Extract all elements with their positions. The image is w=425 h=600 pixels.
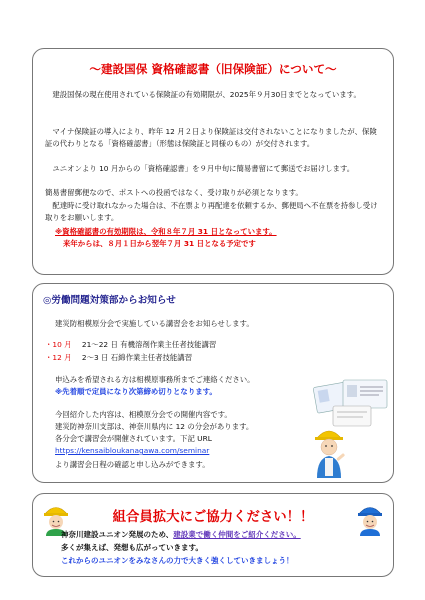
- membership-line-1a: 神奈川建設ユニオン発展のため、: [61, 530, 174, 539]
- health-insurance-notice: [32, 48, 394, 275]
- certificate-document-icon: [313, 380, 387, 426]
- membership-line-3-text: これからのユニオンをみなさんの力で大きく強くしていきましょう！: [61, 556, 294, 565]
- course-item-october: [45, 339, 216, 350]
- labor-dept-notice: [32, 283, 394, 483]
- paragraph-my-number: マイナ保険証の導入により、昨年 12 月２日より保険証は交付されないことになりましたが、保険証の代わりとなる「資格確認書」（形態は保険証と同様のもの）が交付されます。: [45, 127, 377, 149]
- info-line-1: 今回紹介した内容は、相模原分会での開催内容です。: [55, 410, 232, 419]
- seminar-intro: 建災防相模原分会で実施している講習会をお知らせします。: [55, 319, 254, 328]
- membership-line-1: [61, 529, 301, 540]
- course-october-detail: 21～22 日 有機溶剤作業主任者技能講習: [81, 340, 217, 349]
- info-line-2: 建災防神奈川支部は、神奈川県内に 12 の分会があります。: [55, 422, 254, 431]
- course-item-december: [45, 352, 192, 363]
- paragraph-mailing: ユニオンより 10 月からの「資格確認書」を９月中旬に簡易書留にて郵送でお届けします。: [52, 164, 355, 173]
- course-december-detail: 2～3 日 石綿作業主任者技能講習: [81, 353, 193, 362]
- first-come-note: ※先着順で定員になり次第締め切りとなります。: [55, 387, 217, 396]
- certificate-worker-illustration: [303, 376, 393, 481]
- membership-drive: [32, 493, 394, 577]
- info-line-4: より講習会日程の確認と申し込みができます。: [55, 460, 210, 469]
- labor-dept-title: ◎労働問題対策部からお知らせ: [43, 295, 176, 306]
- paragraph-expiry: 建設国保の現在使用されている保険証の有効期限が、2025年９月30日までとなっています。: [52, 90, 361, 99]
- notice-title: ～建設国保 資格確認書（旧保険証）について～: [89, 62, 337, 76]
- course-october-month: ・10 月: [45, 340, 72, 349]
- validity-note: ※資格確認書の有効期限は、令和８年７月 31 日となっています。: [55, 227, 277, 236]
- membership-line-1b: 建設業で働く仲間をご紹介ください。: [173, 530, 301, 539]
- future-validity-note: 来年からは、８月１日から翌年７月 31 日となる予定です: [63, 239, 256, 248]
- apply-instruction: 申込みを希望される方は相模原事務所までご連絡ください。: [55, 375, 255, 384]
- info-line-3: 各分会で講習会が開催されています。下記 URL: [55, 434, 212, 443]
- course-december-month: ・12 月: [45, 353, 72, 362]
- membership-line-2: 多くが集えば、発想も広がっていきます。: [61, 543, 203, 552]
- paragraph-redelivery: 配達時に受け取れなかった場合は、不在票より再配達を依頼するか、郵便局へ不在票を持参し受け取りをお願いします。: [45, 201, 378, 223]
- worker-icon: [315, 431, 345, 478]
- membership-line-3: [61, 555, 294, 566]
- seminar-url-link[interactable]: https://kensaibloukanagawa.com/seminar: [55, 446, 210, 455]
- paragraph-registered-mail: 簡易書留郵便なので、ポストへの投函ではなく、受け取りが必須となります。: [45, 188, 303, 197]
- membership-title: 組合員拡大にご協力ください！！: [112, 510, 314, 525]
